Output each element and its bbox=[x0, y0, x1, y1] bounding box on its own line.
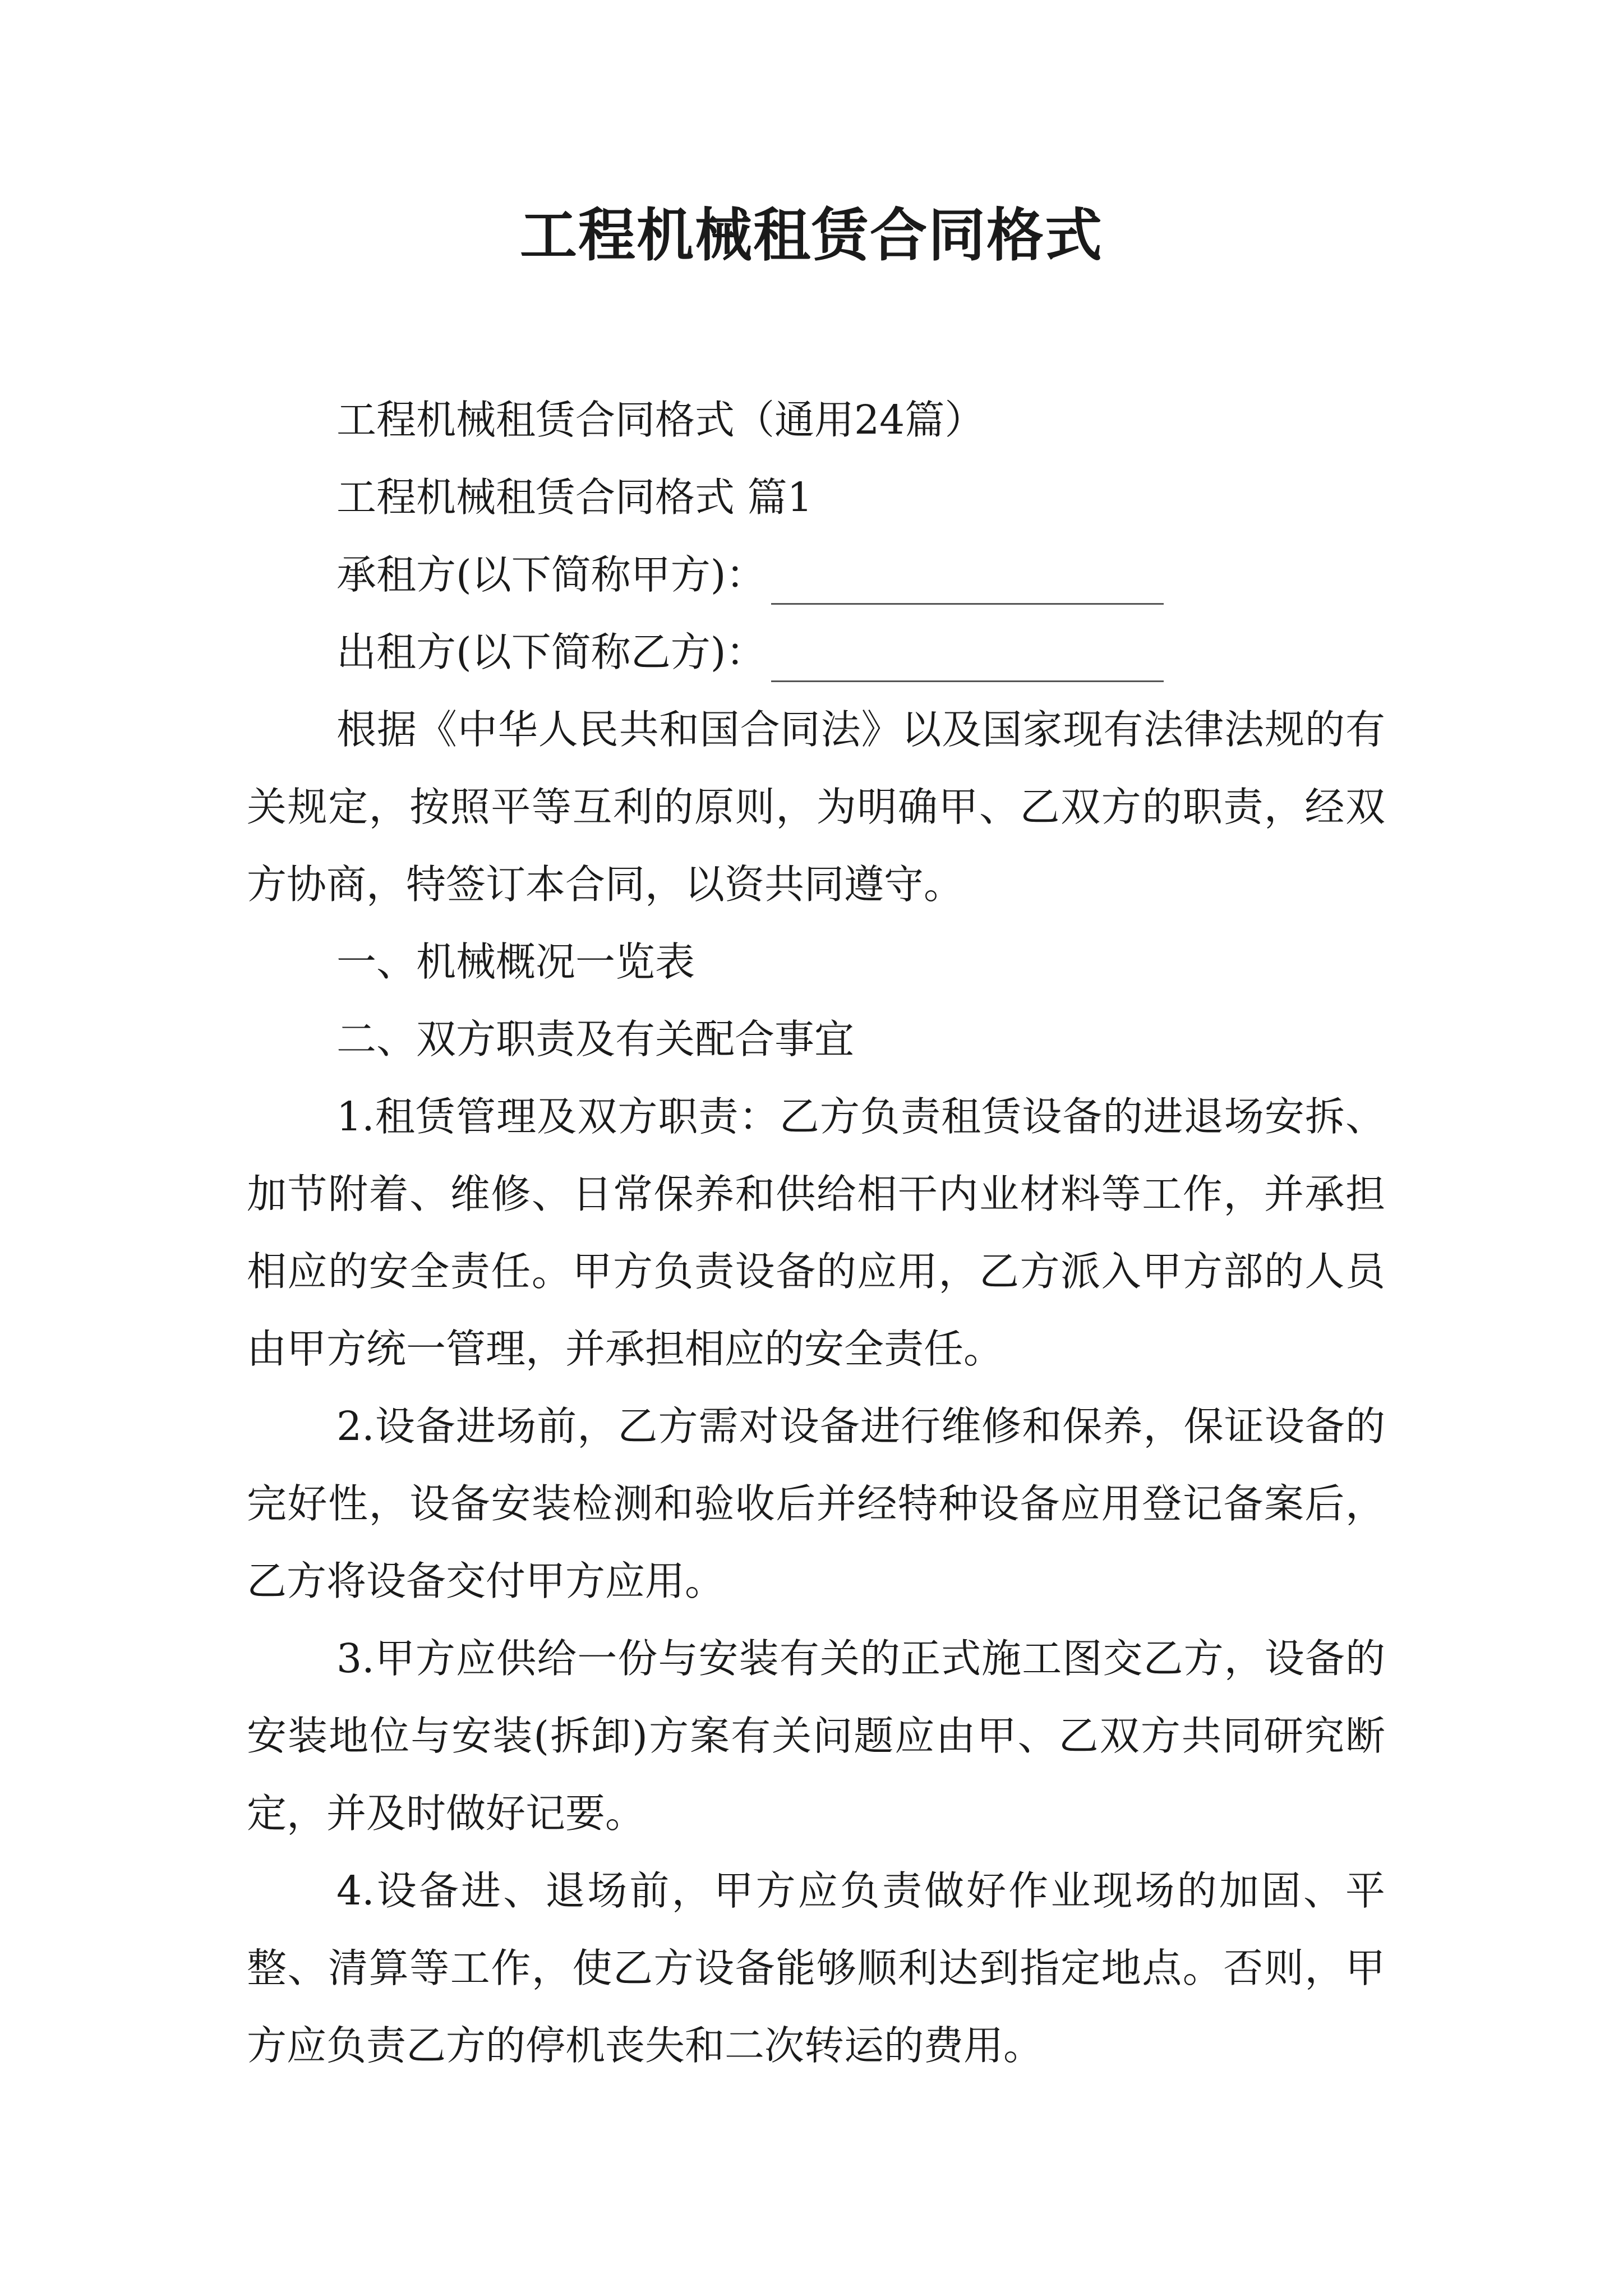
clause-1: 1.租赁管理及双方职责：乙方负责租赁设备的进退场安拆、加节附着、维修、日常保养和供给相干内业材料等工作，并承担相应的安全责任。甲方负责设备的应用，乙方派入甲方部的人员由甲方统一管理，并承担相应的安全责任。 bbox=[247, 1093, 1385, 1372]
clause-3: 3.甲方应供给一份与安装有关的正式施工图交乙方，设备的安装地位与安装(拆卸)方案有关问题应由甲、乙双方共同研究断定，并及时做好记要。 bbox=[247, 1635, 1385, 1837]
paragraph-preamble: 根据《中华人民共和国合同法》以及国家现有法律法规的有关规定，按照平等互利的原则，为明确甲、乙双方的职责，经双方协商，特签订本合同，以资共同遵守。 bbox=[247, 706, 1385, 908]
party-b-label: 出租方(以下简称乙方)： bbox=[336, 629, 766, 675]
party-a-line bbox=[247, 536, 1385, 614]
heading-responsibilities: 二、双方职责及有关配合事宜 bbox=[336, 1016, 855, 1062]
document-body bbox=[247, 381, 1385, 2085]
section-heading: 工程机械租赁合同格式 篇1 bbox=[336, 474, 813, 521]
party-b-line bbox=[247, 614, 1385, 691]
party-a-label: 承租方(以下简称甲方)： bbox=[336, 551, 766, 598]
clause-4: 4.设备进、退场前，甲方应负责做好作业现场的加固、平整、清算等工作，使乙方设备能够顺利达到指定地点。否则，甲方应负责乙方的停机丧失和二次转运的费用。 bbox=[247, 1867, 1385, 2069]
party-b-blank[interactable] bbox=[771, 630, 1164, 682]
heading-machinery-overview: 一、机械概况一览表 bbox=[336, 938, 695, 985]
party-a-blank[interactable] bbox=[771, 553, 1164, 605]
clause-2: 2.设备进场前，乙方需对设备进行维修和保养，保证设备的完好性，设备安装检测和验收后并经特种设备应用登记备案后，乙方将设备交付甲方应用。 bbox=[247, 1403, 1385, 1604]
document-title: 工程机械租赁合同格式 bbox=[520, 202, 1103, 269]
document-subtitle: 工程机械租赁合同格式（通用24篇） bbox=[336, 397, 985, 443]
